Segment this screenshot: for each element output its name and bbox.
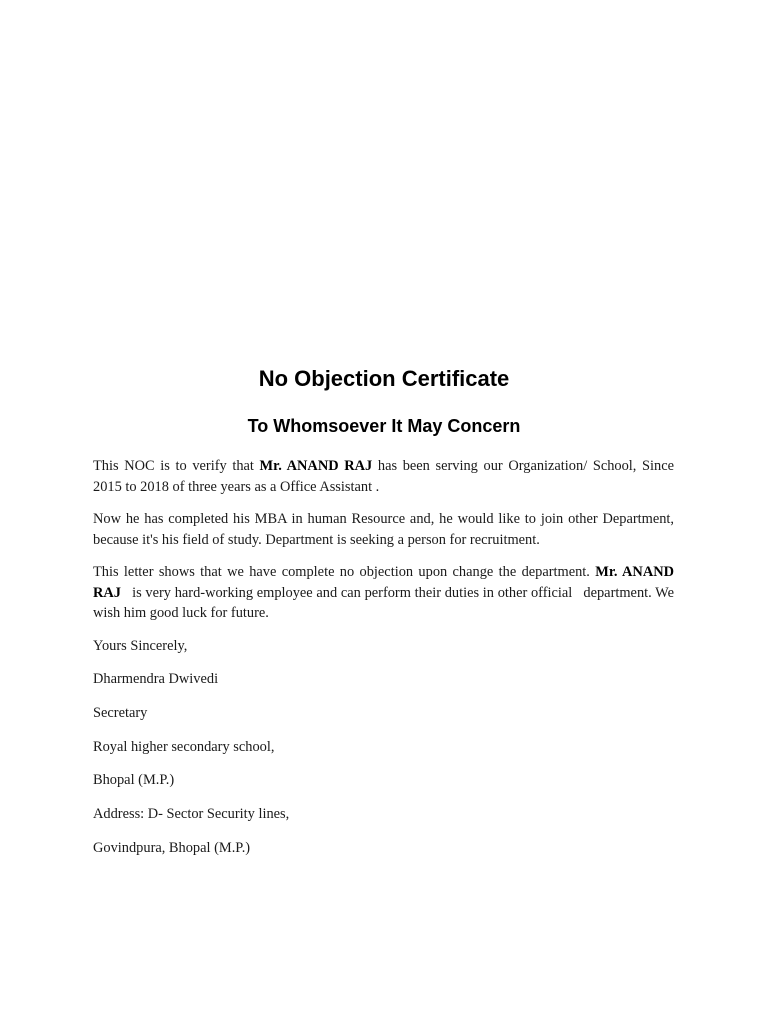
paragraph-no-objection (93, 562, 678, 624)
paragraph-verification (93, 456, 674, 497)
para1-before: This NOC is to verify that (93, 458, 260, 474)
address-line-1: Address: D- Sector Security lines, (93, 805, 290, 822)
signatory-organization: Royal higher secondary school, (93, 738, 275, 755)
signatory-designation: Secretary (93, 704, 148, 721)
para3-after: is very hard-working employee and can perform their duties in other official department. We wish him good luck for future. (93, 584, 678, 621)
certificate-title: No Objection Certificate (258, 366, 510, 391)
employee-name: Mr. ANAND RAJ (259, 458, 373, 474)
paragraph-reason: Now he has completed his MBA in human Resource and, he would like to join other Department, because it's his field of study. Department is seeking a person for recruitment. (93, 511, 674, 548)
certificate-subtitle: To Whomsoever It May Concern (247, 416, 521, 436)
letter-body (93, 456, 678, 871)
employee-name-2: Mr. ANAND RAJ (93, 564, 675, 601)
address-line-2: Govindpura, Bhopal (M.P.) (93, 839, 251, 856)
para3-before: This letter shows that we have complete no objection upon change the department. (93, 564, 596, 580)
signatory-name: Dharmendra Dwivedi (93, 671, 219, 688)
para1-after: has been serving our Organization/ School, Since 2015 to 2018 of three years as a Office Assistant . (93, 458, 675, 495)
signatory-city: Bhopal (M.P.) (93, 772, 175, 789)
closing: Yours Sincerely, (93, 637, 188, 654)
